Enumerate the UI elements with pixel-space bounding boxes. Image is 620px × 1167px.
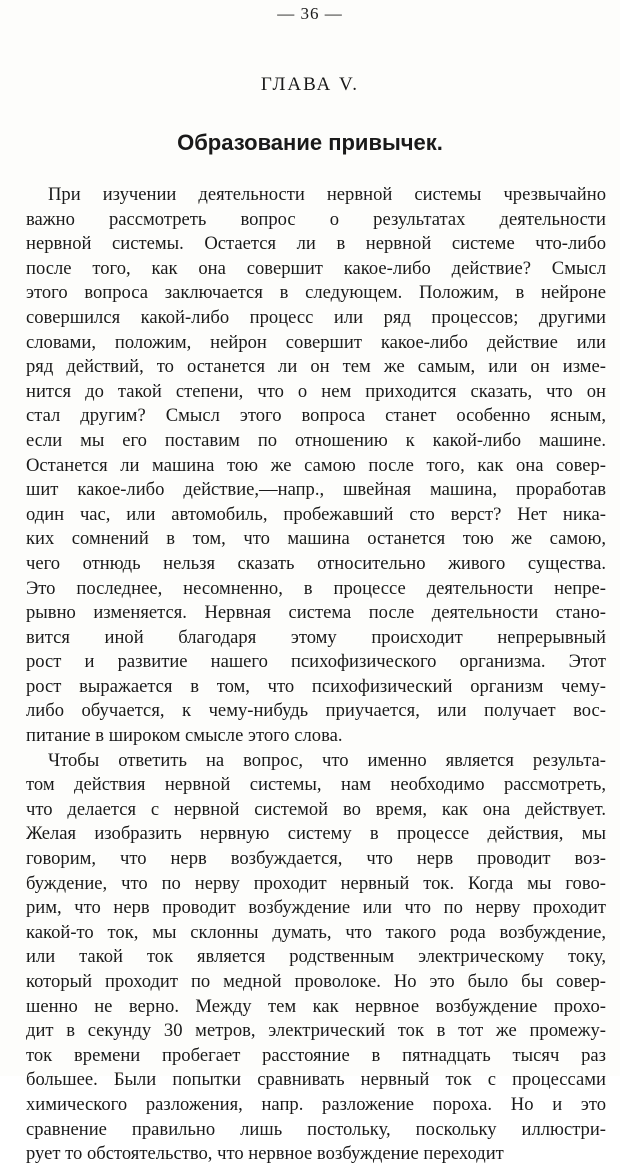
- text-line: чего отнюдь нельзя сказать относительно живого существа.: [26, 552, 606, 574]
- text-line: словами, положим, нейрон совершит какое-либо действие или: [26, 331, 606, 353]
- text-line: сравнение правильно лишь постольку, поскольку иллюстри-: [26, 1118, 606, 1140]
- text-line: один час, или автомобиль, пробежавший сто верст? Нет ника-: [26, 503, 606, 525]
- text-line: если мы его поставим по отношению к какой-либо машине.: [26, 429, 606, 451]
- text-line: совершился какой-либо процесс или ряд процессов; другими: [26, 306, 606, 328]
- text-line: какой-то ток, мы склонны думать, что такого рода возбуждение,: [26, 921, 606, 943]
- chapter-heading: ГЛАВА V.: [260, 74, 360, 95]
- text-line: этого вопроса заключается в следующем. Положим, в нейроне: [26, 282, 606, 304]
- text-line: рост выражается в том, что психофизический организм чему-: [26, 675, 606, 697]
- text-line: ток времени пробегает расстояние в пятнадцать тысяч раз: [26, 1044, 606, 1066]
- text-line: химического разложения, напр. разложение пороха. Но и это: [26, 1093, 606, 1115]
- page-number: — 36 —: [277, 4, 343, 23]
- text-line: большее. Были попытки сравнивать нервный ток с процессами: [26, 1069, 606, 1091]
- text-line: важно рассмотреть вопрос о результатах деятельности: [26, 208, 606, 230]
- text-line: Это последнее, несомненно, в процессе деятельности непре-: [26, 577, 606, 599]
- text-line: шит какое-либо действие,—напр., швейная машина, проработав: [26, 479, 606, 501]
- text-line: ряд действий, то останется ли он тем же самым, или он изме-: [26, 356, 606, 378]
- text-line: что делается с нервной системой во время, как она действует.: [26, 798, 606, 820]
- text-line: шенно не верно. Между тем как нервное возбуждение прохо-: [26, 995, 606, 1017]
- text-line: или такой ток является родственным электрическому току,: [26, 946, 606, 968]
- text-line: говорим, что нерв возбуждается, что нерв проводит воз-: [26, 848, 606, 870]
- text-line: Чтобы ответить на вопрос, что именно является результа-: [48, 749, 606, 771]
- text-line: том действия нервной системы, нам необходимо рассмотреть,: [26, 774, 606, 796]
- body-text: [26, 183, 606, 1167]
- text-line: питание в широком смысле этого слова.: [26, 725, 343, 747]
- text-line: При изучении деятельности нервной системы чрезвычайно: [48, 184, 606, 205]
- text-line: после того, как она совершит какое-либо действие? Смысл: [26, 257, 606, 279]
- text-line: нится до такой степени, что о нем приходится сказать, что он: [26, 380, 606, 402]
- text-line: либо обучается, к чему-нибудь приучается, или получает вос-: [26, 700, 606, 722]
- text-line: рост и развитие нашего психофизического организма. Этот: [26, 651, 606, 673]
- text-line: нервной системы. Остается ли в нервной системе что-либо: [26, 233, 606, 255]
- text-line: буждение, что по нерву проходит нервный ток. Когда мы гово-: [26, 872, 606, 894]
- chapter-title: Образование привычек.: [177, 130, 443, 155]
- text-line: стал другим? Смысл этого вопроса станет особенно ясным,: [26, 405, 606, 427]
- text-line: дит в секунду 30 метров, электрический ток в тот же промежу-: [26, 1020, 606, 1042]
- text-line: Останется ли машина тою же самою после того, как она совер-: [26, 454, 606, 476]
- text-line: Желая изобразить нервную систему в процессе действия, мы: [26, 823, 606, 845]
- text-line: рим, что нерв проводит возбуждение или что по нерву проходит: [26, 897, 606, 919]
- text-line: вится иной благодаря этому происходит непрерывный: [26, 626, 606, 648]
- text-line: рывно изменяется. Нервная система после деятельности стано-: [26, 602, 606, 624]
- text-line: который проходит по медной проволоке. Но это было бы совер-: [26, 971, 606, 992]
- text-line: ких сомнений в том, что машина останется тою же самою,: [26, 528, 606, 550]
- text-line: рует то обстоятельство, что нервное возбуждение переходит: [26, 1143, 504, 1165]
